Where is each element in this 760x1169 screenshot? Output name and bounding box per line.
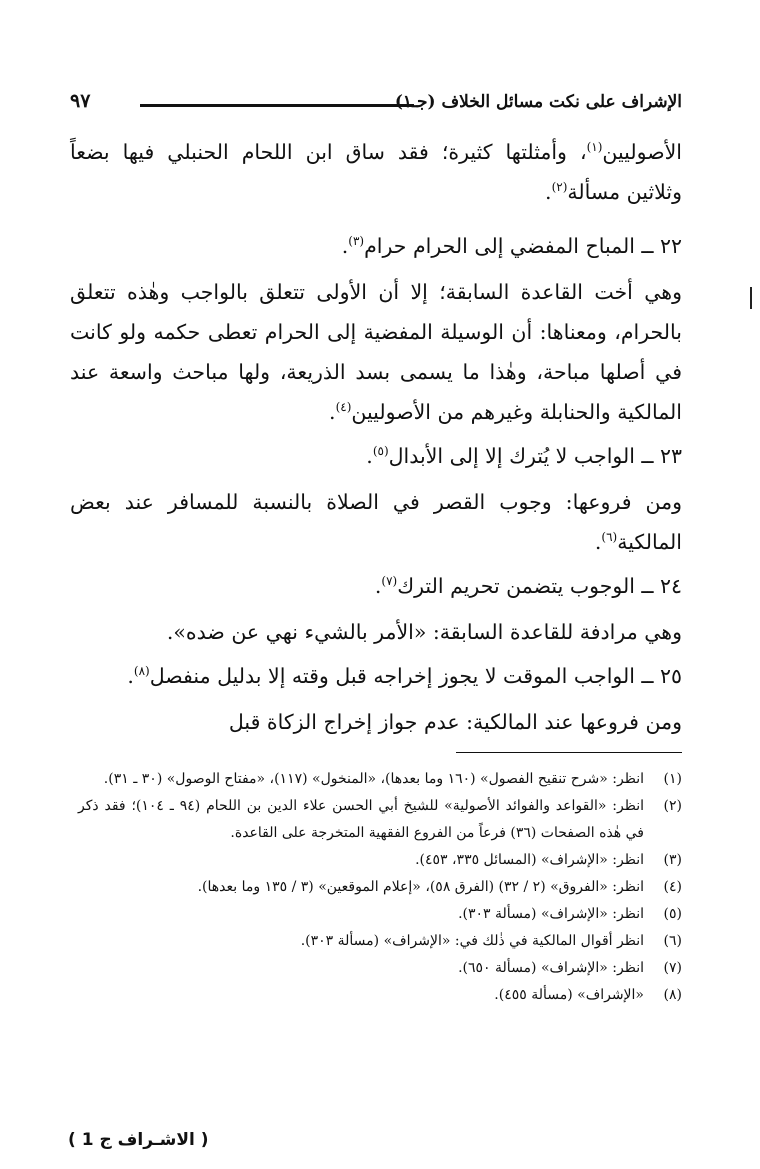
footnote-text: «الإشراف» (مسألة ٤٥٥). — [494, 987, 644, 1003]
footnote-number: (٧) — [663, 960, 682, 976]
rule-heading-25-text: ٢٥ ــ الواجب الموقت لا يجوز إخراجه قبل وقته إلا بدليل منفصل — [149, 664, 682, 688]
header-rule — [140, 104, 414, 107]
footnote-text: انظر: «القواعد والفوائد الأصولية» للشيخ أبي الحسن علاء الدين بن اللحام (٩٤ ـ ١٠٤)؛ فقد ذكر في هٰذه الصفحات (٣٦) فرعاً من الفروع الفقهية المتخرجة على القاعدة. — [78, 798, 645, 841]
running-title: الإشراف على نكت مسائل الخلاف (جـ١) — [394, 92, 682, 112]
rule-heading-25 — [70, 656, 682, 696]
paragraph-5: ومن فروعها عند المالكية: عدم جواز إخراج الزكاة قبل — [228, 710, 682, 734]
rule-heading-24 — [70, 566, 682, 606]
rule-heading-23 — [70, 436, 682, 476]
paragraph-1-end: . — [545, 180, 552, 204]
footnote-item — [78, 766, 682, 793]
paragraph-4: وهي مرادفة للقاعدة السابقة: «الأمر بالشيء نهي عن ضده». — [166, 620, 682, 644]
page-number: ٩٧ — [70, 90, 91, 112]
footnote-number: (٤) — [663, 879, 682, 895]
footnote-ref-4: (٤) — [335, 400, 352, 415]
paragraph-3-end: . — [594, 530, 602, 554]
footnote-number: (١) — [663, 771, 682, 787]
footnote-item — [78, 847, 682, 874]
rule-heading-24-text: ٢٤ ــ الوجوب يتضمن تحريم الترك — [397, 574, 682, 598]
footnote-number: (٥) — [663, 906, 682, 922]
footnotes — [78, 766, 682, 1009]
footnote-item — [78, 955, 682, 982]
footnote-text: انظر: «الإشراف» (المسائل ٣٣٥، ٤٥٣). — [415, 852, 644, 868]
main-text — [70, 132, 682, 742]
paragraph-3 — [70, 482, 682, 562]
footnote-item — [78, 874, 682, 901]
footnote-ref-5: (٥) — [372, 444, 389, 459]
footnote-ref-1: (١) — [586, 140, 603, 155]
running-header — [70, 92, 682, 118]
footnote-ref-3: (٣) — [348, 234, 365, 249]
footnote-text: انظر: «شرح تنقيح الفصول» (١٦٠ وما بعدها)، «المنخول» (١١٧)، «مفتاح الوصول» (٣٠ ـ ٣١). — [103, 771, 644, 787]
paragraph-2 — [70, 272, 682, 432]
footnote-item — [78, 793, 682, 847]
paragraph-1 — [70, 132, 682, 212]
rule-heading-22 — [70, 226, 682, 266]
rule-heading-25-end: . — [127, 664, 134, 688]
footnote-ref-6: (٦) — [601, 530, 618, 545]
footnote-number: (٨) — [663, 987, 682, 1003]
rule-heading-23-end: . — [366, 444, 373, 468]
paragraph-2-text: وهي أخت القاعدة السابقة؛ إلا أن الأولى تتعلق بالواجب وهٰذه تتعلق بالحرام، ومعناها: أن الوسيلة المفضية إلى الحرام تعطى حكمه ولو كانت في أصلها مباحة، وهٰذا ما يسمى بسد الذريعة، ولها مباحث واسعة عند المالكية والحنابلة وغيرهم من الأصوليين — [70, 280, 682, 424]
paragraph-2-end: . — [329, 400, 336, 424]
footnote-separator — [456, 752, 682, 753]
rule-heading-22-text: ٢٢ ــ المباح المفضي إلى الحرام حرام — [364, 234, 682, 258]
rule-heading-22-end: . — [341, 234, 349, 258]
footnote-text: انظر أقوال المالكية في ذٰلك في: «الإشراف» (مسألة ٣٠٣). — [300, 933, 644, 949]
footnote-item — [78, 901, 682, 928]
footnote-ref-7: (٧) — [381, 574, 398, 589]
footnote-text: انظر: «الفروق» (٢ / ٣٢) (الفرق ٥٨)، «إعلام الموقعين» (٣ / ١٣٥ وما بعدها). — [197, 879, 644, 895]
margin-mark — [750, 287, 752, 309]
paragraph-1-text-b: ، وأمثلتها كثيرة؛ فقد ساق ابن اللحام الحنبلي فيها بضعاً وثلاثين مسألة — [70, 140, 682, 204]
paragraph-3-text: ومن فروعها: وجوب القصر في الصلاة بالنسبة للمسافر عند بعض المالكية — [70, 490, 682, 554]
signature-mark: ( الاشـراف ج 1 ) — [68, 1130, 209, 1150]
footnote-item — [78, 928, 682, 955]
footnote-number: (٢) — [663, 798, 682, 814]
footnote-number: (٣) — [663, 852, 682, 868]
footnote-number: (٦) — [663, 933, 682, 949]
footnote-ref-8: (٨) — [133, 664, 150, 679]
footnote-ref-2: (٢) — [551, 180, 568, 195]
footnote-text: انظر: «الإشراف» (مسألة ٦٥٠). — [458, 960, 644, 976]
paragraph-1-text-a: الأصوليين — [602, 140, 682, 164]
footnote-text: انظر: «الإشراف» (مسألة ٣٠٣). — [458, 906, 644, 922]
footnote-item — [78, 982, 682, 1009]
rule-heading-23-text: ٢٣ ــ الواجب لا يُترك إلا إلى الأبدال — [388, 444, 682, 468]
rule-heading-24-end: . — [374, 574, 382, 598]
